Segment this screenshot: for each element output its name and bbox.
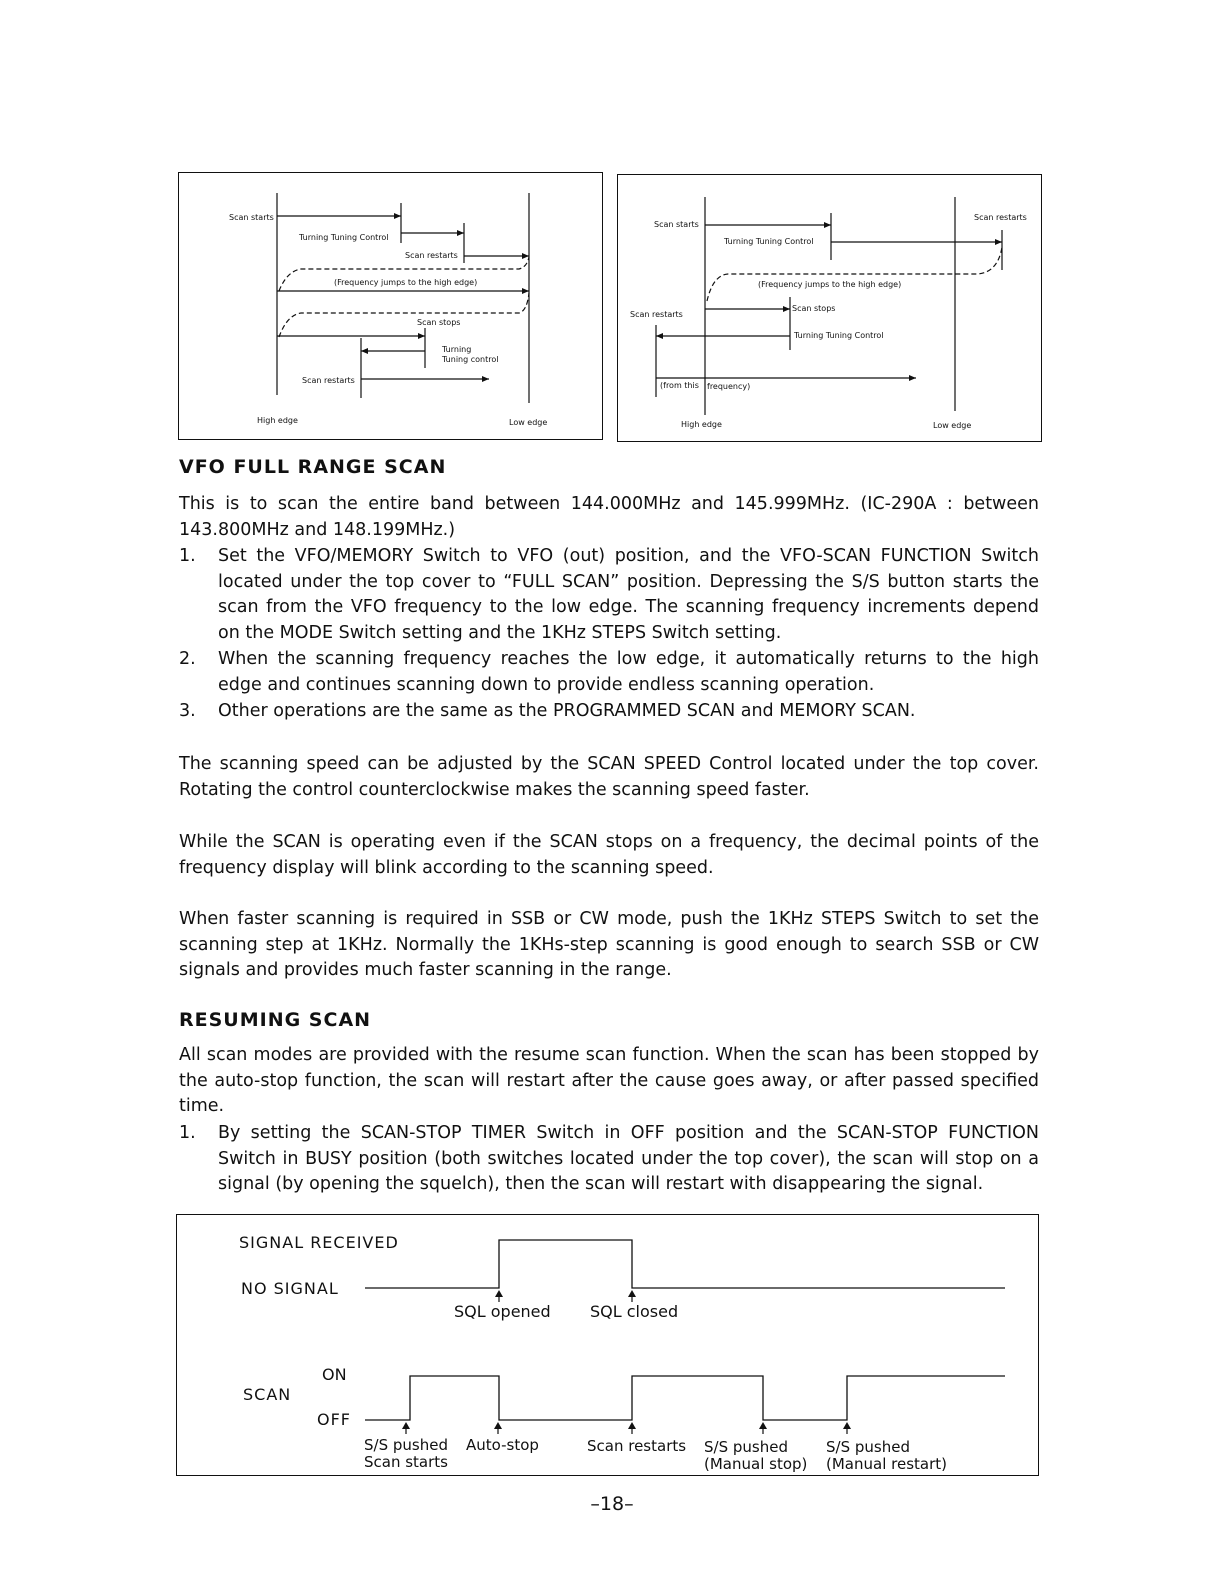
label-turning-tuning-control: Turning Tuning Control: [299, 233, 389, 242]
label-scan-restarts-2: Scan restarts: [302, 376, 355, 385]
label-ss-pushed: S/S pushed: [364, 1436, 448, 1454]
label-turning-tuning-control-2: Turning Tuning Control: [794, 331, 884, 340]
label-scan-starts: Scan starts: [364, 1453, 448, 1471]
label-scan-starts: Scan starts: [654, 220, 699, 229]
label-auto-stop: Auto-stop: [466, 1436, 539, 1454]
label-from-this: (from this: [660, 381, 699, 390]
label-sql-opened: SQL opened: [454, 1302, 551, 1321]
label-ss-pushed-2: S/S pushed: [704, 1438, 788, 1456]
label-frequency-jumps: (Frequency jumps to the high edge): [334, 278, 478, 287]
label-on: ON: [322, 1365, 347, 1384]
label-manual-stop: (Manual stop): [704, 1455, 808, 1473]
label-frequency-jumps: (Frequency jumps to the high edge): [758, 280, 902, 289]
label-scan-stops: Scan stops: [792, 304, 836, 313]
list-number: 3.: [179, 701, 196, 721]
list-text: Set the VFO/MEMORY Switch to VFO (out) position, and the VFO-SCAN FUNCTION Switch located under the top cover to “FULL SCAN” position. Depressing the S/S button starts the scan from the VFO frequency to the low edge. The scanning frequency increments depend on the MODE Switch setting and the 1KHz STEPS Switch setting.: [218, 546, 1039, 643]
label-scan-stops: Scan stops: [417, 318, 461, 327]
paragraph-intro: This is to scan the entire band between 144.000MHz and 145.999MHz. (IC-290A : between 143.800MHz and 148.199MHz.): [179, 494, 1039, 540]
label-frequency: frequency): [707, 382, 751, 391]
label-no-signal: NO SIGNAL: [241, 1279, 339, 1298]
list-number: 2.: [179, 649, 196, 669]
label-signal-received: SIGNAL RECEIVED: [239, 1233, 399, 1252]
label-sql-closed: SQL closed: [590, 1302, 679, 1321]
right-scan-diagram-svg: [618, 175, 1043, 443]
label-high-edge: High edge: [257, 416, 298, 425]
label-low-edge: Low edge: [509, 418, 548, 427]
label-scan-restarts-left: Scan restarts: [630, 310, 683, 319]
list-number: 1.: [179, 1123, 196, 1143]
paragraph-ssb-cw: When faster scanning is required in SSB or CW mode, push the 1KHz STEPS Switch to set the scanning step at 1KHz. Normally the 1KHs-step scanning is good enough to search SSB or CW signals and provides much faster scanning in the range.: [179, 909, 1039, 980]
paragraph-blink: While the SCAN is operating even if the SCAN stops on a frequency, the decimal points of the frequency display will blink according to the scanning speed.: [179, 832, 1039, 878]
label-turning: Turning: [442, 345, 472, 354]
list-text: By setting the SCAN-STOP TIMER Switch in OFF position and the SCAN-STOP FUNCTION Switch in BUSY position (both switches located under the top cover), the scan will stop on a signal (by opening the squelch), then the scan will restart with disappearing the signal.: [218, 1123, 1039, 1194]
right-scan-diagram: [617, 174, 1042, 442]
label-scan-starts: Scan starts: [229, 213, 274, 222]
label-manual-restart: (Manual restart): [826, 1455, 947, 1473]
left-scan-diagram-svg: [179, 173, 604, 441]
label-scan-restarts: Scan restarts: [405, 251, 458, 260]
timing-diagram: [176, 1214, 1039, 1476]
page-number: –18–: [590, 1493, 634, 1515]
label-tuning-control: Tuning control: [442, 355, 499, 364]
label-scan-restarts: Scan restarts: [587, 1437, 687, 1455]
label-high-edge: High edge: [681, 420, 722, 429]
paragraph-scan-speed: The scanning speed can be adjusted by the SCAN SPEED Control located under the top cover. Rotating the control counterclockwise makes the scanning speed faster.: [179, 754, 1039, 800]
heading-vfo-full-range-scan: VFO FULL RANGE SCAN: [179, 456, 447, 478]
timing-diagram-svg: [177, 1215, 1040, 1477]
label-scan: SCAN: [243, 1385, 292, 1404]
label-turning-tuning-control: Turning Tuning Control: [724, 237, 814, 246]
paragraph-resume-intro: All scan modes are provided with the resume scan function. When the scan has been stopped by the auto-stop function, the scan will restart after the cause goes away, or after passed specified time.: [179, 1045, 1039, 1116]
label-ss-pushed-3: S/S pushed: [826, 1438, 910, 1456]
label-low-edge: Low edge: [933, 421, 972, 430]
list-number: 1.: [179, 546, 196, 566]
label-off: OFF: [317, 1410, 351, 1429]
list-text: Other operations are the same as the PROGRAMMED SCAN and MEMORY SCAN.: [218, 701, 916, 721]
left-scan-diagram: [178, 172, 603, 440]
label-scan-restarts-top: Scan restarts: [974, 213, 1027, 222]
list-text: When the scanning frequency reaches the low edge, it automatically returns to the high edge and continues scanning down to provide endless scanning operation.: [218, 649, 1039, 695]
heading-resuming-scan: RESUMING SCAN: [179, 1009, 372, 1031]
